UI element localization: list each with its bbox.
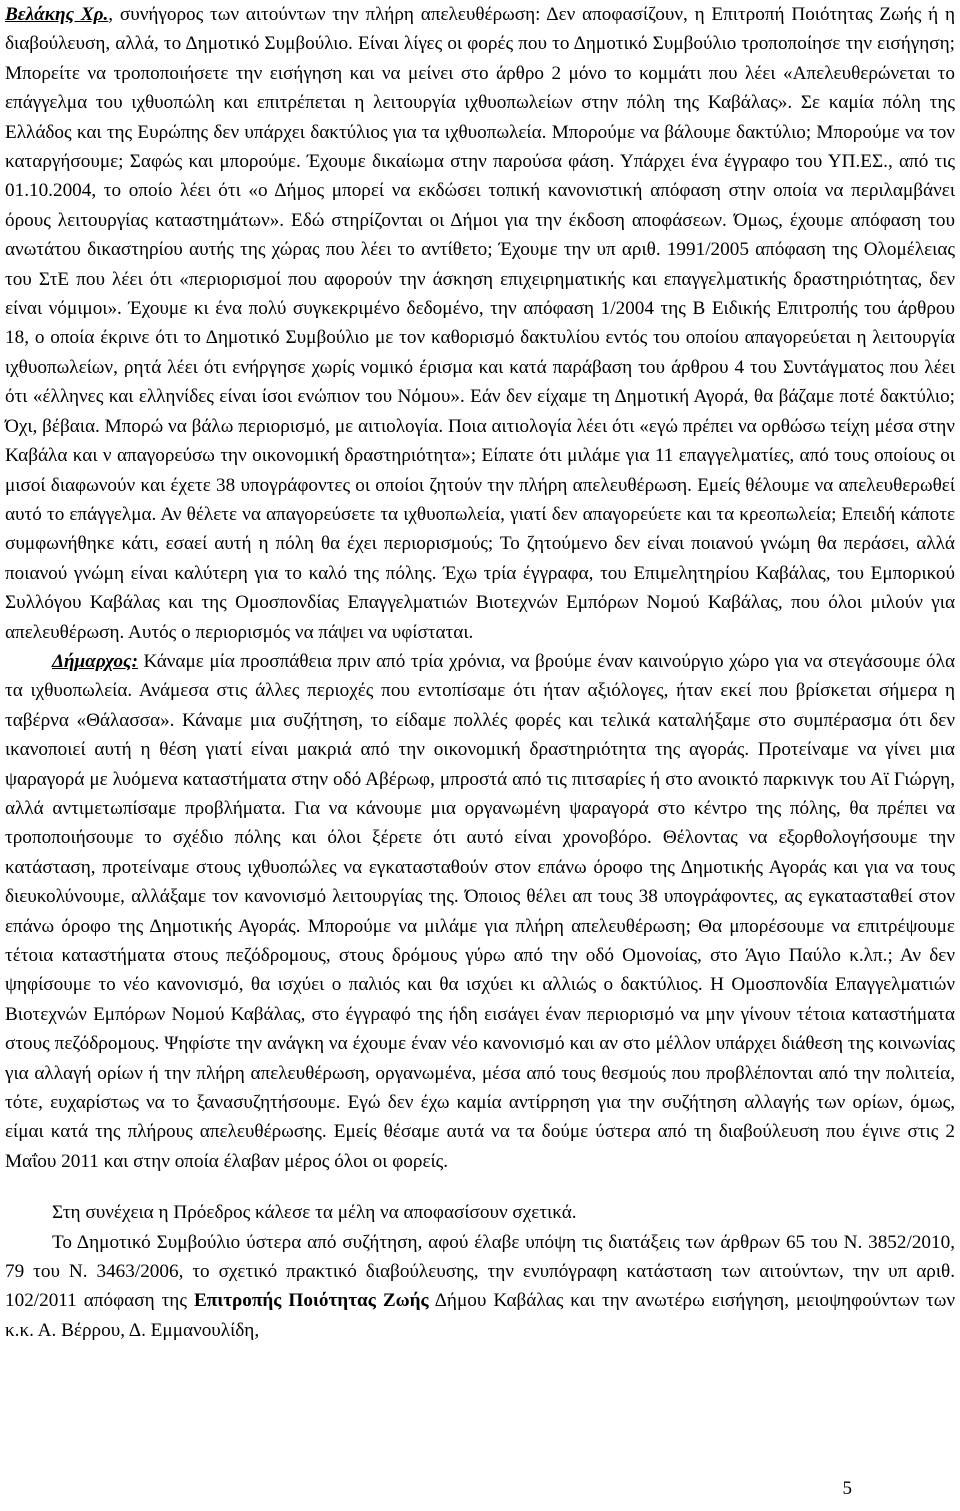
document-page bbox=[5, 0, 955, 1345]
paragraph-text: Δήμου Καβάλας και την ανωτέρω εισήγηση, μειοψηφούντων των κ.κ. Α. Βέρρου, Δ. Εμμανουλίδη, bbox=[5, 1290, 955, 1341]
paragraph-text: Κάναμε μία προσπάθεια πριν από τρία χρόνια, να βρούμε έναν καινούργιο χώρο για να στεγάσουμε όλα τα ιχθυοπωλεία. Ανάμεσα στις άλλες περιοχές που εντοπίσαμε ότι ήταν αξιόλογες, ήταν εκεί που βρίσκεται σήμερα η ταβέρνα «Θάλασσα». Κάναμε μια συζήτηση, το είδαμε πολλές φορές και τελικά καταλήξαμε στο συμπέρασμα ότι δεν ικανοποιεί αυτή η θέση γιατί είναι μακριά από την οικονομική δραστηριότητα της αγοράς. Προτείναμε να γίνει μια ψαραγορά με λυόμενα καταστήματα στην οδό Αβέρωφ, μπροστά από τις πιτσαρίες ή στο ανοικτό παρκινγκ του Αϊ Γιώργη, αλλά αντιμετωπίσαμε προβλήματα. Για να κάνουμε μια οργανωμένη ψαραγορά στο κέντρο της πόλης, θα πρέπει να τροποποιήσουμε το σχέδιο πόλης και όλοι ξέρετε ότι αυτό είναι χρονοβόρο. Θέλοντας να εξορθολογήσουμε την κατάσταση, προτείναμε στους ιχθυοπώλες να εγκατασταθούν στον επάνω όροφο της Δημοτικής Αγοράς και για να τους διευκολύνουμε, αλλάξαμε τον κανονισμό λειτουργίας της. Όποιος θέλει απ τους 38 υπογράφοντες, ας εγκατασταθεί στον επάνω όροφο της Δημοτικής Αγοράς. Μπορούμε να μιλάμε για πλήρη απελευθέρωση; Θα μπορέσουμε να επιτρέψουμε τέτοια καταστήματα στους πεζόδρομους, στους δρόμους γύρω από την οδό Ομονοίας, στο Άγιο Παύλο κ.λπ.; Αν δεν ψηφίσουμε το νέο κανονισμό, θα ισχύει ο παλιός και θα ισχύει κι αλλιώς ο δακτύλιος. Η Ομοσπονδία Επαγγελματιών Βιοτεχνών Εμπόρων Νομού Καβάλας, στο έγγραφό της ήδη εισάγει έναν περιορισμό να μην γίνουν τέτοια καταστήματα στους πεζόδρομους. Ψηφίστε την ανάγκη να έχουμε έναν νέο κανονισμό και αν στο μέλλον υπάρχει διάθεση της κοινωνίας για αλλαγή ορίων ή την πλήρη απελευθέρωση, οργανωμένα, μέσα από τους θεσμούς που προβλέπονται από την πολιτεία, τότε, ευχαρίστως να το ξανασυζητήσουμε. Εγώ δεν έχω καμία αντίρρηση για την συζήτηση αλλαγής των ορίων, όμως, είμαι κατά της πλήρους απελευθέρωσης. Εμείς θέσαμε αυτά να τα δούμε ύστερα από τη διαβούλευση που έγινε στις 2 Μαΐου 2011 και στην οποία έλαβαν μέρος όλοι οι φορείς. bbox=[5, 650, 955, 1172]
speaker-name: Δήμαρχος: bbox=[52, 650, 139, 672]
paragraph-council bbox=[5, 1228, 955, 1346]
paragraph-text: Το Δημοτικό Συμβούλιο ύστερα από συζήτηση, αφού έλαβε υπόψη τις διατάξεις των άρθρων 65 του Ν. 3852/2010, 79 του Ν. 3463/2006, το σχετικό πρακτικό διαβούλευσης, την ενυπόγραφη κατάσταση των αιτούντων, την υπ αριθ. 102/2011 απόφαση της bbox=[5, 1231, 955, 1312]
page-number: 5 bbox=[842, 1478, 852, 1499]
spacer bbox=[5, 1176, 955, 1198]
paragraph-text: , συνήγορος των αιτούντων την πλήρη απελευθέρωση: Δεν αποφασίζουν, η Επιτροπή Ποιότητας Ζωής ή η διαβούλευση, αλλά, το Δημοτικό Συμβούλιο. Είναι λίγες οι φορές που το Δημοτικό Συμβούλιο τροποποίησε την εισήγηση; Μπορείτε να τροποποιήσετε την εισήγηση και να μείνει στο άρθρο 2 μόνο το κομμάτι που λέει «Απελευθερώνεται το επάγγελμα του ιχθυοπώλη και επιτρέπεται η λειτουργία ιχθυοπωλείων στην πόλη της Καβάλας». Σε καμία πόλη της Ελλάδος και της Ευρώπης δεν υπάρχει δακτύλιος για τα ιχθυοπωλεία. Μπορούμε να βάλουμε δακτύλιο; Μπορούμε να τον καταργήσουμε; Σαφώς και μπορούμε. Έχουμε δικαίωμα στην παρούσα φάση. Υπάρχει ένα έγγραφο του ΥΠ.ΕΣ., από τις 01.10.2004, το οποίο λέει ότι «ο Δήμος μπορεί να εκδώσει τοπική κανονιστική απόφαση στην οποία να περιλαμβάνει όρους λειτουργίας καταστημάτων». Εδώ στηρίζονται οι Δήμοι για την έκδοση αποφάσεων. Όμως, έχουμε απόφαση του ανωτάτου δικαστηρίου αυτής της χώρας που λέει το αντίθετο; Έχουμε την υπ αριθ. 1991/2005 απόφαση της Ολομέλειας του ΣτΕ που λέει ότι «περιορισμοί που αφορούν την άσκηση επιχειρηματικής και επαγγελματικής δραστηριότητας, δεν είναι νόμιμοι». Έχουμε κι ένα πολύ συγκεκριμένο δεδομένο, την απόφαση 1/2004 της Β Ειδικής Επιτροπής του άρθρου 18, ο οποία έκρινε ότι το Δημοτικό Συμβούλιο με τον καθορισμό δακτυλίου εντός του οποίου απαγορεύεται η λειτουργία ιχθυοπωλείων, ρητά λέει ότι ενήργησε χωρίς νομικό έρισμα και κατά παράβαση του άρθρου 4 του Συντάγματος που λέει ότι «έλληνες και ελληνίδες είναι ίσοι ενώπιον του Νόμου». Εάν δεν είχαμε τη Δημοτική Αγορά, θα βάζαμε ποτέ δακτύλιο; Όχι, βέβαια. Μπορώ να βάλω περιορισμό, με αιτιολογία. Ποια αιτιολογία λέει ότι «εγώ πρέπει να ορθώσω τείχη μέσα στην Καβάλα και ν απαγορεύσω την οικονομική δραστηριότητα»; Είπατε ότι μιλάμε για 11 επαγγελματίες, από τους οποίους οι μισοί διαφωνούν και έχετε 38 υπογράφοντες οι οποίοι ζητούν την πλήρη απελευθέρωση. Εμείς θέλουμε να απελευθερωθεί αυτό το επάγγελμα. Αν θέλετε να απαγορεύσετε τα ιχθυοπωλεία, γιατί δεν απαγορεύετε και τα κρεοπωλεία; Επειδή κάποτε συμφωνήθηκε κάτι, εσαεί αυτή η πόλη θα έχει περιορισμούς; Το ζητούμενο δεν είναι ποιανού γνώμη θα περάσει, αλλά ποιανού γνώμη είναι καλύτερη για το καλό της πόλης. Έχω τρία έγγραφα, του Επιμελητηρίου Καβάλας, του Εμπορικού Συλλόγου Καβάλας και της Ομοσπονδίας Επαγγελματιών Βιοτεχνών Εμπόρων Νομού Καβάλας, που όλοι μιλούν για απελευθέρωση. Αυτός ο περιορισμός να πάψει να υφίσταται. bbox=[5, 4, 955, 643]
speaker-name: Βελάκης Χρ. bbox=[5, 4, 109, 25]
committee-name: Επιτροπής Ποιότητας Ζωής bbox=[193, 1290, 429, 1312]
paragraph-mayor bbox=[5, 647, 955, 1176]
paragraph-president: Στη συνέχεια η Πρόεδρος κάλεσε τα μέλη να αποφασίσουν σχετικά. bbox=[52, 1202, 577, 1224]
paragraph-velakis bbox=[5, 0, 955, 647]
